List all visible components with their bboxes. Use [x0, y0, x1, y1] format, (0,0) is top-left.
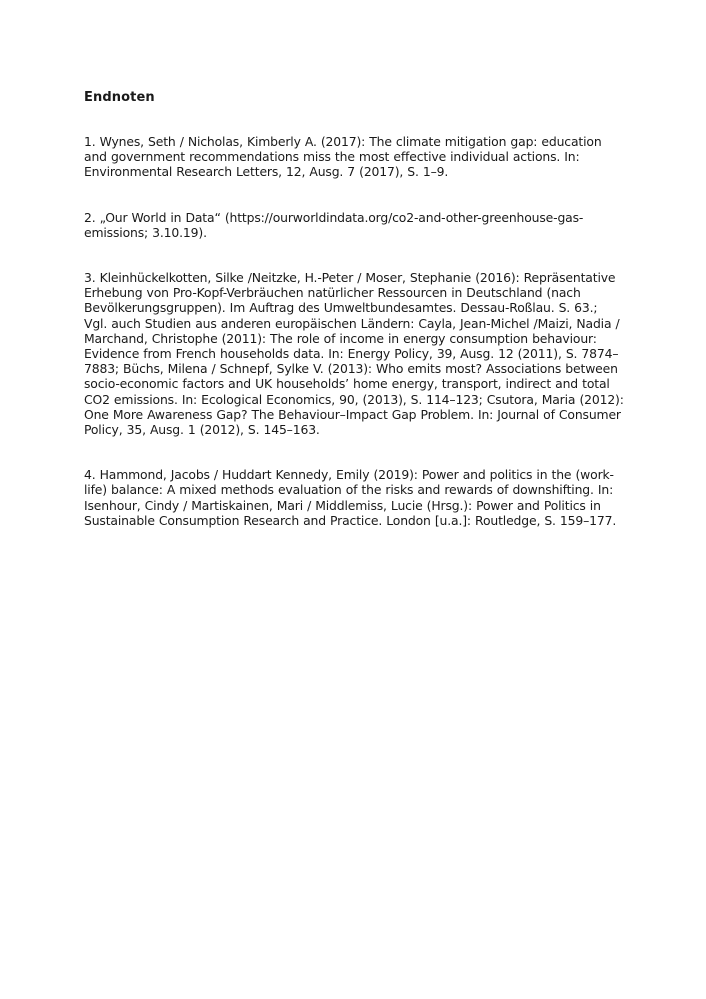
- endnote-4: 4. Hammond, Jacobs / Huddart Kennedy, Emily (2019): Power and politics in the (work-life) balance: A mixed methods evaluation of the risks and rewards of downshifting. In: Isenhour, Cindy / Martiskainen, Mari / Middlemiss, Lucie (Hrsg.): Power and Politics in Sustainable Consumption Research and Practice. London [u.a.]: Routledge, S. 159–177.: [84, 467, 617, 528]
- endnote-2: 2. „Our World in Data“ (https://ourworldindata.org/co2-and-other-greenhouse-gas-emissions; 3.10.19).: [84, 209, 584, 240]
- endnotes-list: [84, 134, 624, 528]
- endnote-3: 3. Kleinhückelkotten, Silke /Neitzke, H.-Peter / Moser, Stephanie (2016): Repräsentative Erhebung von Pro-Kopf-Verbräuchen natürlicher Ressourcen in Deutschland (nach Bevölkerungsgruppen). Im Auftrag des Umweltbundesamtes. Dessau-Roßlau. S. 63.; Vgl. auch Studien aus anderen europäischen Ländern: Cayla, Jean-Michel /Maizi, Nadia / Marchand, Christophe (2011): The role of income in energy consumption behaviour: Evidence from French households data. In: Energy Policy, 39, Ausg. 12 (2011), S. 7874–7883; Büchs, Milena / Schnepf, Sylke V. (2013): Who emits most? Associations between socio-economic factors and UK households’ home energy, transport, indirect and total CO2 emissions. In: Ecological Economics, 90, (2013), S. 114–123; Csutora, Maria (2012): One More Awareness Gap? The Behaviour–Impact Gap Problem. In: Journal of Consumer Policy, 35, Ausg. 1 (2012), S. 145–163.: [84, 270, 624, 438]
- page-title: Endnoten: [84, 90, 155, 105]
- endnote-1: 1. Wynes, Seth / Nicholas, Kimberly A. (2017): The climate mitigation gap: education and government recommendations miss the most effective individual actions. In: Environmental Research Letters, 12, Ausg. 7 (2017), S. 1–9.: [84, 134, 602, 180]
- endnotes-page: [84, 88, 624, 558]
